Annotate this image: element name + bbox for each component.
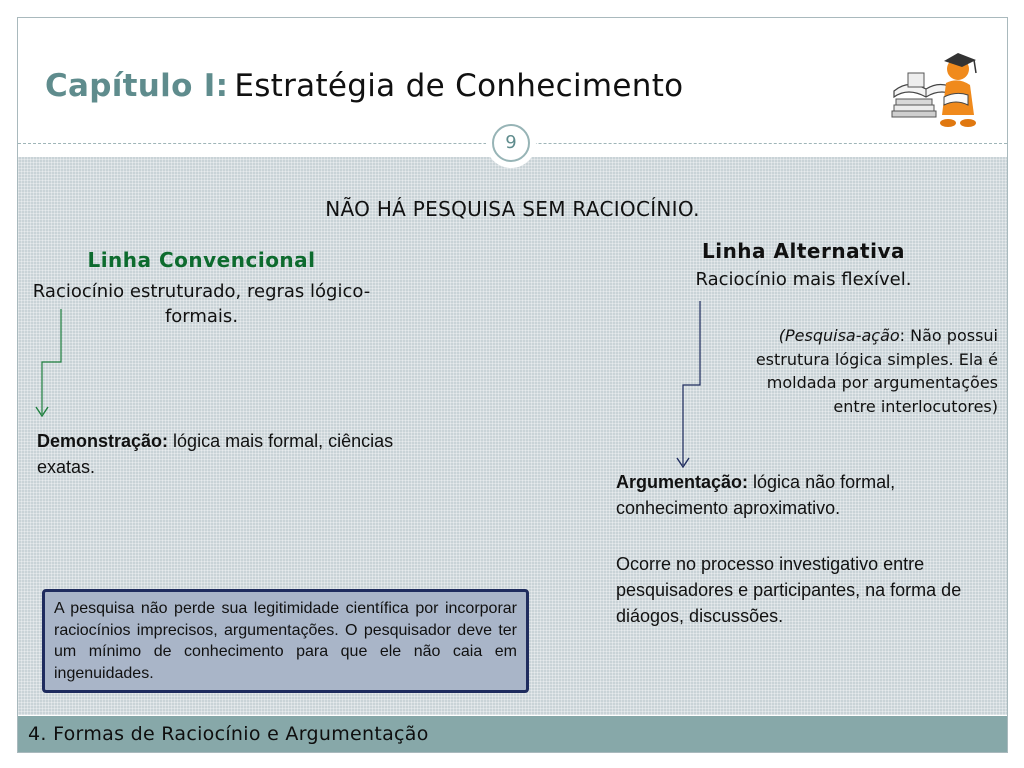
conventional-description: Raciocínio estruturado, regras lógico-formais. xyxy=(32,281,371,327)
argumentacao-body: lógica não formal, conhecimento aproximativo. xyxy=(616,472,896,518)
conventional-heading: Linha Convencional xyxy=(87,248,316,272)
pesquisa-acao-text: : Não possui estrutura lógica simples. Ela é moldada por argumentações entre interlocutores) xyxy=(755,326,998,416)
page-number: 9 xyxy=(492,124,530,162)
title-chapter: Capítulo I: xyxy=(45,68,229,104)
connector-arrows xyxy=(18,18,1007,752)
slide xyxy=(17,17,1008,753)
demonstracao-body: lógica mais formal, ciências exatas. xyxy=(37,431,394,477)
alternative-heading: Linha Alternativa xyxy=(701,239,906,263)
conventional-arrow xyxy=(42,309,61,414)
argumentacao-label: Argumentação: xyxy=(616,472,749,492)
pesquisa-acao-term: (Pesquisa-ação xyxy=(778,326,900,345)
alternative-arrow xyxy=(683,301,700,465)
ocorre-text: Ocorre no processo investigativo entre pesquisadores e participantes, na forma de diáogos, discussões. xyxy=(616,554,962,626)
alternative-description: Raciocínio mais flexível. xyxy=(695,269,912,290)
main-heading: NÃO HÁ PESQUISA SEM RACIOCÍNIO. xyxy=(325,197,700,221)
title-subtitle: Estratégia de Conhecimento xyxy=(234,68,684,104)
demonstracao-label: Demonstração: xyxy=(37,431,169,451)
slide-footer xyxy=(18,716,1007,752)
footer-section-label: 4. Formas de Raciocínio e Argumentação xyxy=(28,723,429,745)
note-box: A pesquisa não perde sua legitimidade científica por incorporar raciocínios imprecisos, argumentações. O pesquisador deve ter um mínimo de conhecimento para que ele não caia em ingenuidades. xyxy=(42,589,529,693)
